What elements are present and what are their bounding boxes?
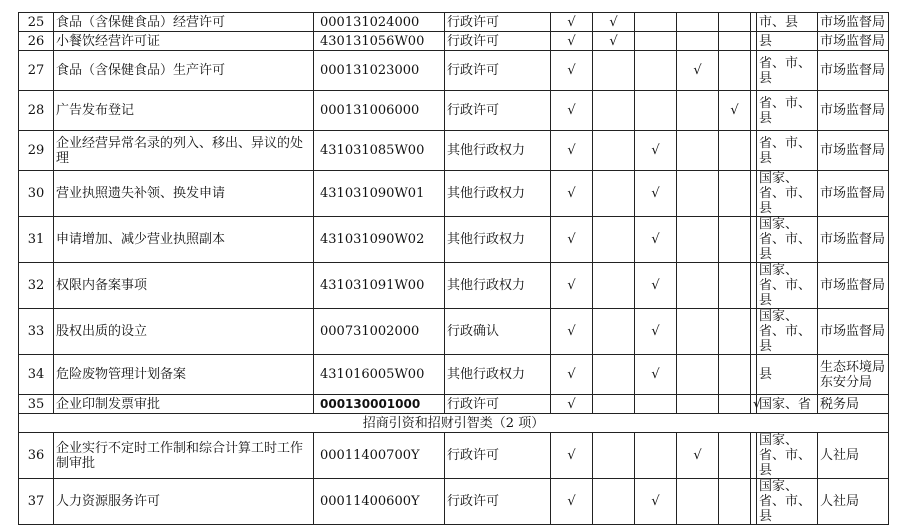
check-mark-cell — [719, 13, 751, 32]
handling-level: 市、县 — [757, 13, 818, 32]
check-mark-cell — [593, 91, 635, 131]
item-name: 小餐饮经营许可证 — [54, 32, 314, 51]
table-body — [19, 13, 889, 525]
item-code: 431031091W00 — [314, 263, 445, 309]
handling-level: 国家、省 — [757, 395, 818, 414]
check-mark-cell — [677, 355, 719, 395]
check-mark-cell — [677, 309, 719, 355]
item-type: 行政确认 — [445, 309, 551, 355]
check-mark-cell — [719, 51, 751, 91]
check-mark-cell — [593, 131, 635, 171]
check-mark-cell — [677, 131, 719, 171]
check-mark-cell — [719, 433, 751, 479]
item-code: 00011400700Y — [314, 433, 445, 479]
item-code: 000131023000 — [314, 51, 445, 91]
check-mark-cell: √ — [551, 309, 593, 355]
check-mark-cell — [719, 395, 751, 414]
table-row — [19, 13, 889, 32]
responsible-department: 税务局 — [818, 395, 889, 414]
check-mark-cell: √ — [551, 171, 593, 217]
handling-level: 国家、省、市、县 — [757, 479, 818, 525]
item-code: 431031085W00 — [314, 131, 445, 171]
check-mark-cell: √ — [551, 479, 593, 525]
check-mark-cell — [677, 171, 719, 217]
check-mark-cell — [635, 395, 677, 414]
item-code: 431031090W02 — [314, 217, 445, 263]
item-name: 食品（含保健食品）生产许可 — [54, 51, 314, 91]
check-mark-cell — [593, 479, 635, 525]
check-mark-cell: √ — [635, 131, 677, 171]
check-mark-cell: √ — [635, 479, 677, 525]
responsible-department: 生态环境局东安分局 — [818, 355, 889, 395]
row-number: 33 — [19, 309, 54, 355]
check-mark-cell — [719, 131, 751, 171]
table-row — [19, 395, 889, 414]
table-row — [19, 131, 889, 171]
item-type: 行政许可 — [445, 51, 551, 91]
check-mark-cell — [719, 32, 751, 51]
item-name: 权限内备案事项 — [54, 263, 314, 309]
check-mark-cell — [593, 433, 635, 479]
item-name: 危险废物管理计划备案 — [54, 355, 314, 395]
row-number: 26 — [19, 32, 54, 51]
responsible-department: 市场监督局 — [818, 171, 889, 217]
item-name: 广告发布登记 — [54, 91, 314, 131]
responsible-department: 市场监督局 — [818, 217, 889, 263]
check-mark-cell: √ — [635, 171, 677, 217]
check-mark-cell — [593, 51, 635, 91]
table-row — [19, 217, 889, 263]
item-code: 000731002000 — [314, 309, 445, 355]
check-mark-cell — [719, 479, 751, 525]
responsible-department: 人社局 — [818, 433, 889, 479]
item-code: 000131024000 — [314, 13, 445, 32]
check-mark-cell: √ — [551, 51, 593, 91]
table-row — [19, 479, 889, 525]
check-mark-cell — [635, 433, 677, 479]
check-mark-cell: √ — [551, 131, 593, 171]
section-heading: 招商引资和招财引智类（2 项） — [19, 414, 889, 433]
item-code: 431016005W00 — [314, 355, 445, 395]
check-mark-cell: √ — [551, 217, 593, 263]
item-type: 行政许可 — [445, 479, 551, 525]
row-number: 34 — [19, 355, 54, 395]
row-number: 36 — [19, 433, 54, 479]
check-mark-cell — [677, 13, 719, 32]
handling-level: 省、市、县 — [757, 51, 818, 91]
responsible-department: 人社局 — [818, 479, 889, 525]
check-mark-cell — [635, 13, 677, 32]
check-mark-cell — [719, 309, 751, 355]
item-code: 430131056W00 — [314, 32, 445, 51]
item-name: 营业执照遗失补领、换发申请 — [54, 171, 314, 217]
responsible-department: 市场监督局 — [818, 13, 889, 32]
check-mark-cell: √ — [635, 263, 677, 309]
row-number: 25 — [19, 13, 54, 32]
check-mark-cell: √ — [751, 395, 757, 414]
check-mark-cell: √ — [551, 433, 593, 479]
check-mark-cell: √ — [635, 355, 677, 395]
item-name: 人力资源服务许可 — [54, 479, 314, 525]
item-name: 企业经营异常名录的列入、移出、异议的处理 — [54, 131, 314, 171]
row-number: 35 — [19, 395, 54, 414]
check-mark-cell: √ — [593, 13, 635, 32]
check-mark-cell — [593, 217, 635, 263]
check-mark-cell — [593, 309, 635, 355]
item-code: 431031090W01 — [314, 171, 445, 217]
handling-level: 县 — [757, 355, 818, 395]
check-mark-cell: √ — [593, 32, 635, 51]
row-number: 37 — [19, 479, 54, 525]
check-mark-cell: √ — [677, 51, 719, 91]
check-mark-cell: √ — [635, 309, 677, 355]
check-mark-cell: √ — [551, 32, 593, 51]
check-mark-cell: √ — [635, 217, 677, 263]
check-mark-cell — [677, 479, 719, 525]
table-row — [19, 355, 889, 395]
row-number: 27 — [19, 51, 54, 91]
item-code: 000130001000 — [314, 395, 445, 414]
item-type: 其他行政权力 — [445, 355, 551, 395]
handling-level: 国家、省、市、县 — [757, 263, 818, 309]
check-mark-cell — [677, 263, 719, 309]
item-name: 企业印制发票审批 — [54, 395, 314, 414]
item-type: 行政许可 — [445, 433, 551, 479]
handling-level: 省、市、县 — [757, 131, 818, 171]
item-code: 000131006000 — [314, 91, 445, 131]
item-type: 行政许可 — [445, 395, 551, 414]
check-mark-cell: √ — [551, 91, 593, 131]
table-row — [19, 171, 889, 217]
check-mark-cell — [635, 51, 677, 91]
item-name: 股权出质的设立 — [54, 309, 314, 355]
item-type: 行政许可 — [445, 13, 551, 32]
handling-level: 国家、省、市、县 — [757, 171, 818, 217]
item-name: 申请增加、减少营业执照副本 — [54, 217, 314, 263]
item-type: 其他行政权力 — [445, 171, 551, 217]
responsible-department: 市场监督局 — [818, 263, 889, 309]
table-row — [19, 91, 889, 131]
check-mark-cell — [719, 171, 751, 217]
check-mark-cell: √ — [551, 13, 593, 32]
check-mark-cell — [593, 263, 635, 309]
table-row — [19, 309, 889, 355]
row-number: 31 — [19, 217, 54, 263]
check-mark-cell — [677, 395, 719, 414]
check-mark-cell — [677, 91, 719, 131]
table-row — [19, 51, 889, 91]
handling-level: 国家、省、市、县 — [757, 309, 818, 355]
check-mark-cell — [635, 91, 677, 131]
item-type: 其他行政权力 — [445, 131, 551, 171]
check-mark-cell — [593, 355, 635, 395]
responsible-department: 市场监督局 — [818, 309, 889, 355]
check-mark-cell — [593, 395, 635, 414]
item-type: 其他行政权力 — [445, 263, 551, 309]
check-mark-cell: √ — [551, 395, 593, 414]
check-mark-cell — [719, 217, 751, 263]
item-code: 00011400600Y — [314, 479, 445, 525]
item-type: 其他行政权力 — [445, 217, 551, 263]
check-mark-cell — [593, 171, 635, 217]
row-number: 28 — [19, 91, 54, 131]
item-name: 食品（含保健食品）经营许可 — [54, 13, 314, 32]
responsible-department: 市场监督局 — [818, 51, 889, 91]
responsible-department: 市场监督局 — [818, 32, 889, 51]
table-row — [19, 32, 889, 51]
check-mark-cell: √ — [677, 433, 719, 479]
item-type: 行政许可 — [445, 91, 551, 131]
table-row — [19, 433, 889, 479]
check-mark-cell: √ — [551, 263, 593, 309]
responsible-department: 市场监督局 — [818, 131, 889, 171]
row-number: 30 — [19, 171, 54, 217]
approval-items-table — [18, 12, 889, 525]
handling-level: 县 — [757, 32, 818, 51]
item-name: 企业实行不定时工作制和综合计算工时工作制审批 — [54, 433, 314, 479]
section-row — [19, 414, 889, 433]
handling-level: 省、市、县 — [757, 91, 818, 131]
check-mark-cell — [677, 217, 719, 263]
row-number: 29 — [19, 131, 54, 171]
handling-level: 国家、省、市、县 — [757, 217, 818, 263]
table-row — [19, 263, 889, 309]
check-mark-cell — [635, 32, 677, 51]
check-mark-cell: √ — [719, 91, 751, 131]
item-type: 行政许可 — [445, 32, 551, 51]
row-number: 32 — [19, 263, 54, 309]
handling-level: 国家、省、市、县 — [757, 433, 818, 479]
responsible-department: 市场监督局 — [818, 91, 889, 131]
check-mark-cell — [719, 263, 751, 309]
check-mark-cell: √ — [551, 355, 593, 395]
check-mark-cell — [719, 355, 751, 395]
check-mark-cell — [677, 32, 719, 51]
